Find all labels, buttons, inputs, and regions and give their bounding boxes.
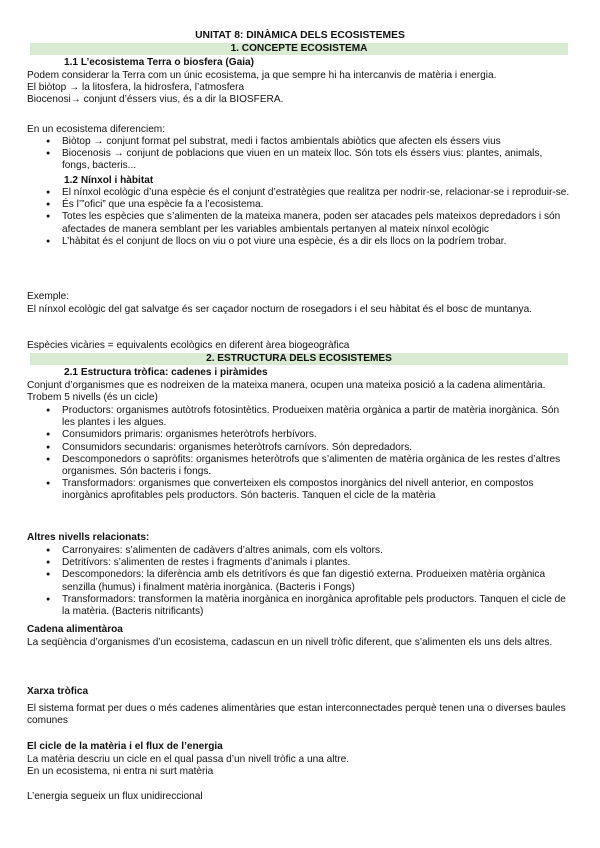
text-line: La matèria descriu un cicle en el qual passa d’un nivell tròfic a una altre. — [27, 754, 350, 765]
subsection-1-1-heading: 1.1 L’ecosistema Terra o biosfera (Gaia) — [64, 57, 254, 68]
text-line: El biòtop → la litosfera, la hidrosfera, l’atmosfera — [27, 82, 245, 94]
text-line: Podem considerar la Terra com un únic ecosistema, ja que sempre hi ha intercanvis de matèria i energia. — [27, 70, 497, 81]
ecosystem-components-list — [27, 136, 572, 173]
subsection-1-2-heading: 1.2 Nínxol i hàbitat — [64, 175, 154, 186]
food-web-text: El sistema format per dues o més cadenes alimentàries que estan interconnectades perquè tenen una o diverses baules comunes — [27, 703, 566, 727]
section-1-heading: 1. CONCEPTE ECOSISTEMA — [30, 43, 568, 55]
list-item: ● Carronyaires: s’alimenten de cadàvers d’altres animals, com els voltors. — [27, 545, 572, 557]
other-levels-list — [27, 545, 572, 618]
food-chain-heading: Cadena alimentàroa — [27, 624, 123, 635]
list-item: ● Biocenosis → conjunt de poblacions que viuen en un mateix lloc. Són tots els éssers vius: plantes, animals, fongs, bacteris... — [27, 148, 572, 172]
example-label: Exemple: — [27, 291, 70, 302]
document-title: UNITAT 8: DINÀMICA DELS ECOSISTEMES — [195, 30, 405, 41]
cycle-heading: El cicle de la matèria i el flux de l’energia — [27, 741, 223, 752]
example-text: El nínxol ecològic del gat salvatge és ser caçador nocturn de rosegadors i el seu hàbitat és el bosc de muntanya. — [27, 304, 532, 315]
list-item: ● Detritívors: s’alimenten de restes i fragments d’animals i plantes. — [27, 557, 572, 569]
list-item: ● És l’”ofici” que una espècie fa a l’ecosistema. — [27, 199, 572, 211]
list-item: ● Biòtop → conjunt format pel substrat, medi i factos ambientals abiòtics que afecten els éssers vius — [27, 136, 572, 148]
other-levels-heading: Altres nivells relacionats: — [27, 532, 150, 543]
food-web-heading: Xarxa tròfica — [27, 686, 89, 697]
list-item: ● Transformadors: transformen la matèria inorgànica en inorgànica aprofitable pels productors. Tanquen el cicle de la matèria. (Bacteris nitrificants) — [27, 594, 572, 618]
energy-flow-text: L’energia segueix un flux unidireccional — [27, 791, 203, 802]
list-item: ● Transformadors: organismes que converteixen els compostos inorgànics del nivell anterior, en compostos inorgànics aprofitables pels productors. Són bacteris. Tanquen el cicle de la matèria — [27, 478, 572, 502]
list-item: ● Productors: organismes autòtrofs fotosintètics. Produeixen matèria orgànica a partir de matèria inorgànica. Són les plantes i les algues. — [27, 405, 572, 429]
subsection-2-1-heading: 2.1 Estructura tròfica: cadenes i piràmides — [64, 367, 268, 378]
section-2-heading: 2. ESTRUCTURA DELS ECOSISTEMES — [30, 353, 568, 365]
list-item: ● Descomponedors: la diferència amb els detritívors és que fan digestió externa. Produeixen matèria orgànica senzilla (humus) i finalment matèria inorgànica. (Bacteris i Fongs) — [27, 569, 572, 593]
list-item: ● Descomponedors o sapròfits: organismes heteròtrofs que s’alimenten de matèria orgànica de les restes d’altres organismes. Són bacteris i fongs. — [27, 454, 572, 478]
trophic-intro: Conjunt d’organismes que es nodreixen de la mateixa manera, ocupen una mateixa posició a la cadena alimentària. Trobem 5 nivells (és un cicle) — [27, 380, 546, 404]
trophic-levels-list — [27, 405, 572, 503]
gaia-paragraph — [27, 70, 572, 107]
niche-habitat-list — [27, 187, 572, 248]
text-line: En un ecosistema, ni entra ni surt matèria — [27, 766, 214, 778]
list-item: ● L’hàbitat és el conjunt de llocs on viu o pot viure una espècie, és a dir els llocs on la podríem trobar. — [27, 236, 572, 248]
list-item: ● Consumidors primaris: organismes heteròtrofs herbívors. — [27, 429, 572, 441]
list-item: ● Totes les espècies que s’alimenten de la mateixa manera, poden ser atacades pels mateixos depredadors i són afectades de manera semblant per les variables ambientals pertanyen al mateix nínxol ecològic — [27, 211, 572, 235]
text-line: Biocenosi→ conjunt d’éssers vius, és a dir la BIOSFERA. — [27, 94, 284, 106]
list-item: ● Consumidors secundaris: organismes heteròtrofs carnívors. Són depredadors. — [27, 442, 572, 454]
food-chain-text: La seqüència d’organismes d’un ecosistema, cadascun en un nivell tròfic diferent, que s’alimenten els uns dels altres. — [27, 637, 553, 648]
ecosystem-intro: En un ecosistema diferenciem: — [27, 124, 166, 135]
vicaries-text: Espècies vicàries = equivalents ecològics en diferent àrea biogeogràfica — [27, 340, 350, 351]
cycle-text — [27, 754, 572, 778]
list-item: ● El nínxol ecològic d’una espècie és el conjunt d’estratègies que realitza per nodrir-se, relacionar-se i reproduir-se. — [27, 187, 572, 199]
